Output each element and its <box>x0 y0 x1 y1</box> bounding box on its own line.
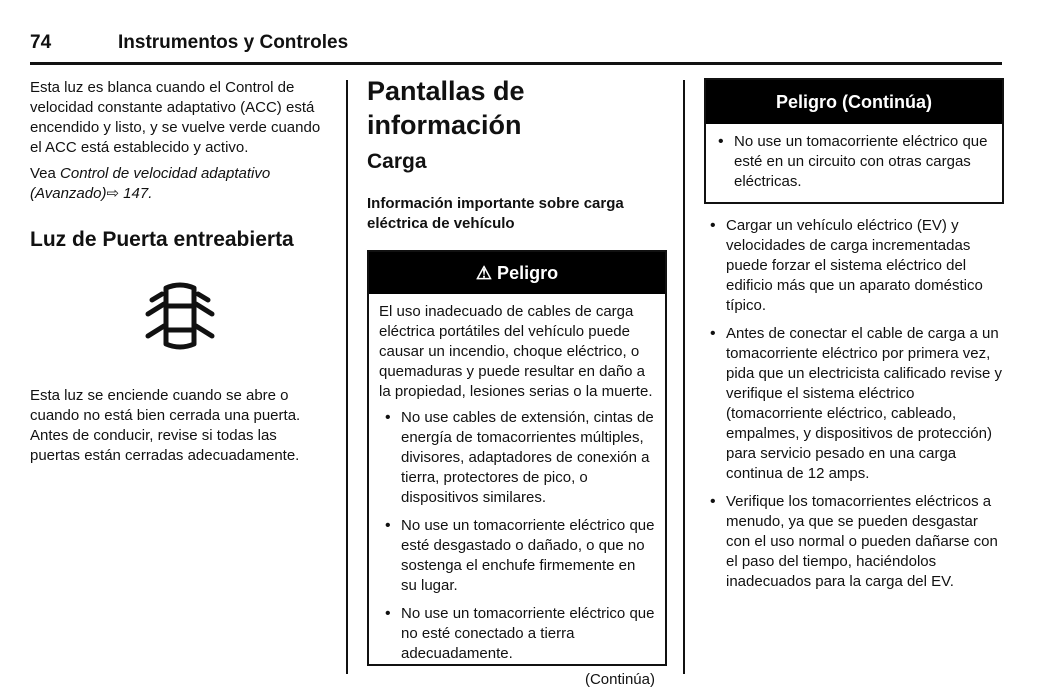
charging-bullet: • Cargar un vehículo eléctrico (EV) y velocidades de carga incrementadas puede forzar el sistema eléctrico del edificio más que un aparato doméstico típico. <box>704 216 1004 316</box>
charging-subheading: Información importante sobre carga eléctrica de vehículo <box>367 195 624 232</box>
danger-continued-title: Peligro (Continúa) <box>706 80 1002 124</box>
door-ajar-text <box>30 386 330 466</box>
see-page: 147. <box>119 185 153 202</box>
charging-bullets <box>704 216 1004 592</box>
section-heading: Pantallas de información <box>367 76 525 140</box>
door-ajar-heading: Luz de Puerta entreabierta <box>30 228 294 251</box>
danger-box-title: ⚠ Peligro <box>369 252 665 294</box>
column-3 <box>704 78 1004 592</box>
see-reference <box>30 164 330 204</box>
danger-continued-bullet: • No use un tomacorriente eléctrico que esté en un circuito con otras cargas eléctricas. <box>712 132 992 192</box>
column-divider-1 <box>346 80 348 674</box>
column-2 <box>367 74 667 688</box>
danger-bullet: • No use un tomacorriente eléctrico que no esté conectado a tierra adecuadamente. <box>379 604 655 664</box>
see-prefix: Vea <box>30 165 61 182</box>
see-reference-link[interactable]: Control de velocidad adaptativo (Avanzado) <box>30 165 271 202</box>
danger-bullet: • No use cables de extensión, cintas de energía de tomacorrientes múltiples, divisores, adaptadores de conexión a tierra, protectores de pico, o dispositivos similares. <box>379 408 655 508</box>
acc-light-paragraph: Esta luz es blanca cuando el Control de velocidad constante adaptativo (ACC) está encendido y listo, y se vuelve verde cuando el ACC está establecido y activo. <box>30 79 321 156</box>
charging-heading: Carga <box>367 150 427 173</box>
running-title: Instrumentos y Controles <box>118 32 349 53</box>
header-rule <box>30 62 1002 65</box>
arrow-right-icon: ⇨ <box>106 185 120 202</box>
column-1 <box>30 78 330 254</box>
danger-bullet: • No use un tomacorriente eléctrico que esté desgastado o dañado, o que no sostenga el enchufe firmemente en su lugar. <box>379 516 655 596</box>
danger-continued-body <box>706 124 1002 202</box>
door-ajar-icon <box>138 280 222 356</box>
danger-intro: El uso inadecuado de cables de carga eléctrica portátiles del vehículo puede causar un incendio, choque eléctrico, o quemaduras y puede resultar en daño a la propiedad, lesiones serias o la muerte. <box>379 303 653 400</box>
charging-bullet: • Verifique los tomacorrientes eléctricos a menudo, ya que se pueden desgastar con el uso normal o pueden dañarse con el paso del tiempo, haciéndolos inadecuados para la carga del EV. <box>704 492 1004 592</box>
column-divider-2 <box>683 80 685 674</box>
page-header <box>30 30 1002 60</box>
danger-continued-box <box>704 78 1004 204</box>
danger-box <box>367 250 667 688</box>
danger-bullets <box>379 408 655 664</box>
continued-label: (Continúa) <box>584 671 655 688</box>
danger-continued-bullets <box>712 132 992 192</box>
page-number: 74 <box>30 32 52 53</box>
charging-bullet: • Antes de conectar el cable de carga a un tomacorriente eléctrico por primera vez, pida que un electricista calificado revise y verifique el sistema eléctrico (tomacorriente eléctrico, cableado, empalmes, y dispositivos de protección) para servicio pesado en una carga continua de 12 amps. <box>704 324 1004 484</box>
door-ajar-paragraph: Esta luz se enciende cuando se abre o cuando no está bien cerrada una puerta. Antes de conducir, revise si todas las puertas están cerradas adecuadamente. <box>30 387 301 464</box>
danger-box-body <box>369 294 665 698</box>
